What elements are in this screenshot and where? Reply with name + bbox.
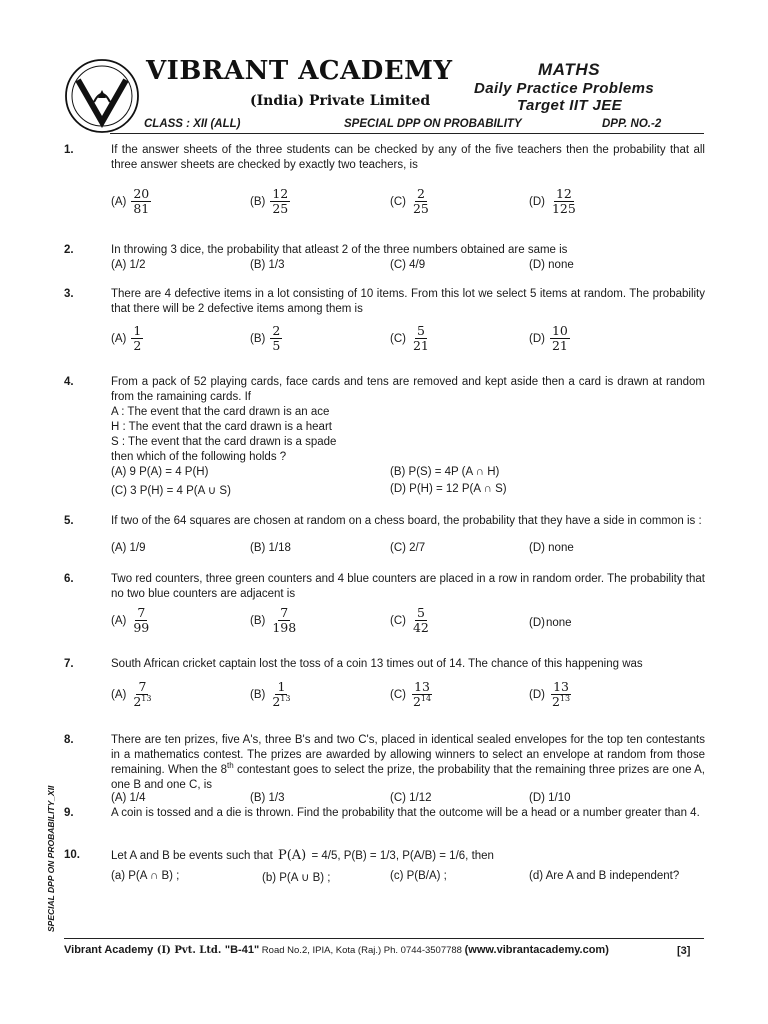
option-b: (B) $\frac{2}{5}$: [250, 323, 281, 353]
footer-company: Vibrant Academy: [64, 944, 154, 956]
option-b: (B) $\frac{7}{198}$: [250, 605, 297, 635]
target-exam: Target IIT JEE: [517, 97, 623, 114]
page-number: [3]: [677, 945, 691, 957]
question-text: In throwing 3 dice, the probability that atleast 2 of the three numbers obtained are same is: [111, 244, 568, 256]
fraction: $\frac{1}{2^{13}}$: [272, 679, 291, 709]
option-d: (D) none: [529, 542, 574, 554]
question-line: then which of the following holds ?: [111, 451, 287, 463]
option-d: (D) none: [529, 259, 574, 271]
option-b: (B) 1/3: [250, 259, 285, 271]
dpp-title: Daily Practice Problems: [474, 80, 655, 97]
question-number: 1.: [64, 144, 74, 156]
option-d: (D) $\frac{13}{2^{13}}$: [529, 679, 571, 709]
question-text: Let A and B be events such that P(A) = 4/5, P(B) = 1/3, P(A/B) = 1/6, then: [111, 848, 494, 863]
fraction: $\frac{5}{42}$: [412, 605, 429, 635]
option-c: (C) 1/12: [390, 792, 432, 804]
question-number: 7.: [64, 658, 74, 670]
option-b: (B) $\frac{12}{25}$: [250, 186, 289, 216]
option-d: (D) $\frac{10}{21}$: [529, 323, 568, 353]
question-text: There are ten prizes, five A's, three B's and two C's, placed in identical sealed envelopes for the top ten contestants in a mathematics contest. The prizes are awarded by allowing winners to select an envelope at random from those remaining. When the 8th contestant goes to select the prize, the probability that the remaining three prizes are one A, one B and one C, is: [111, 734, 705, 791]
option-d: (d) Are A and B independent?: [529, 870, 680, 882]
option-c: (C) 4/9: [390, 259, 426, 271]
question-number: 8.: [64, 734, 74, 746]
fraction: $\frac{5}{21}$: [412, 323, 429, 353]
option-a: (a) P(A ∩ B) ;: [111, 870, 180, 882]
side-note: SPECIAL DPP ON PROBABILITY_XII: [46, 785, 56, 932]
option-a: (A) $\frac{1}{2}$: [111, 323, 142, 353]
option-b: (B) 1/3: [250, 792, 285, 804]
option-c: (c) P(B/A) ;: [390, 870, 447, 882]
option-d: (D) 1/10: [529, 792, 571, 804]
option-d: (D)none: [529, 617, 572, 629]
option-a: (A) $\frac{7}{99}$: [111, 605, 150, 635]
probability-expression: P(A): [277, 848, 307, 863]
fraction: $\frac{1}{2}$: [133, 323, 142, 353]
option-a: (A) $\frac{7}{2^{13}}$: [111, 679, 152, 709]
question-text: South African cricket captain lost the toss of a coin 13 times out of 14. The chance of this happening was: [111, 658, 643, 670]
option-c: (C) $\frac{13}{2^{14}}$: [390, 679, 432, 709]
class-bar: [110, 116, 704, 134]
option-d: (D) P(H) = 12 P(A ∩ S): [390, 483, 507, 495]
option-a: (A) 9 P(A) = 4 P(H): [111, 466, 209, 478]
question-line: From a pack of 52 playing cards, face cards and tens are removed and kept aside then a card is drawn at random from the ramaining cards. If: [111, 376, 705, 403]
question-number: 4.: [64, 376, 74, 388]
question-number: 3.: [64, 288, 74, 300]
option-a: (A) 1/4: [111, 792, 146, 804]
fraction: $\frac{13}{2^{14}}$: [412, 679, 432, 709]
option-b: (B) 1/18: [250, 542, 291, 554]
dpp-number: DPP. NO.-2: [602, 118, 662, 130]
question-text: A coin is tossed and a die is thrown. Find the probability that the outcome will be a head or a number greater than 4.: [111, 807, 700, 819]
question-text: [111, 375, 705, 465]
fraction: $\frac{10}{21}$: [551, 323, 568, 353]
question-number: 10.: [64, 849, 80, 861]
option-b: (B) $\frac{1}{2^{13}}$: [250, 679, 291, 709]
footer-address: Road No.2, IPIA, Kota (Raj.) Ph. 0744-3507788: [259, 945, 465, 956]
footer: Vibrant Academy (I) Pvt. Ltd. "B-41" Road No.2, IPIA, Kota (Raj.) Ph. 0744-3507788 (www.vibrantacademy.com): [64, 944, 609, 956]
footer-divider: [64, 938, 704, 939]
fraction: $\frac{7}{99}$: [133, 605, 150, 635]
fraction: $\frac{7}{198}$: [272, 605, 297, 635]
class-label: CLASS : XII (ALL): [144, 118, 241, 130]
question-text: If the answer sheets of the three students can be checked by any of the five teachers then the probability that all three answer sheets are checked by exactly two teachers, is: [111, 144, 705, 171]
question-text: There are 4 defective items in a lot consisting of 10 items. From this lot we select 5 items at random. The probability that there will be 2 defective items among them is: [111, 288, 705, 315]
footer-website: (www.vibrantacademy.com): [464, 944, 609, 956]
brand-subtitle: (India) Private Limited: [250, 93, 431, 109]
question-number: 6.: [64, 573, 74, 585]
question-line: H : The event that the card drawn is a heart: [111, 421, 332, 433]
option-c: (C) 3 P(H) = 4 P(A ∪ S): [111, 485, 231, 497]
option-a: (A) 1/9: [111, 542, 146, 554]
question-number: 2.: [64, 244, 74, 256]
option-b: (b) P(A ∪ B) ;: [262, 872, 331, 884]
fraction: $\frac{12}{125}$: [551, 186, 576, 216]
fraction: $\frac{2}{25}$: [412, 186, 429, 216]
option-b: (B) P(S) = 4P (A ∩ H): [390, 466, 500, 478]
fraction: $\frac{7}{2^{13}}$: [133, 679, 152, 709]
option-a: (A) $\frac{20}{81}$: [111, 186, 150, 216]
fraction: $\frac{20}{81}$: [133, 186, 150, 216]
fraction: $\frac{2}{5}$: [272, 323, 281, 353]
subject-title: MATHS: [538, 60, 601, 79]
option-c: (C) 2/7: [390, 542, 426, 554]
brand-name: VIBRANT ACADEMY: [146, 56, 453, 86]
question-text: Two red counters, three green counters and 4 blue counters are placed in a row in random order. The probability that no two blue counters are adjacent is: [111, 573, 705, 600]
option-c: (C) $\frac{5}{21}$: [390, 323, 429, 353]
option-a: (A) 1/2: [111, 259, 146, 271]
fraction: $\frac{13}{2^{13}}$: [551, 679, 571, 709]
question-line: S : The event that the card drawn is a spade: [111, 436, 337, 448]
question-line: A : The event that the card drawn is an ace: [111, 406, 330, 418]
option-c: (C) $\frac{2}{25}$: [390, 186, 429, 216]
question-number: 9.: [64, 807, 74, 819]
question-text: If two of the 64 squares are chosen at random on a chess board, the probability that they have a side in common is :: [111, 515, 702, 527]
topic-label: SPECIAL DPP ON PROBABILITY: [344, 118, 522, 130]
fraction: $\frac{12}{25}$: [272, 186, 289, 216]
option-d: (D) $\frac{12}{125}$: [529, 186, 576, 216]
option-c: (C) $\frac{5}{42}$: [390, 605, 429, 635]
question-number: 5.: [64, 515, 74, 527]
